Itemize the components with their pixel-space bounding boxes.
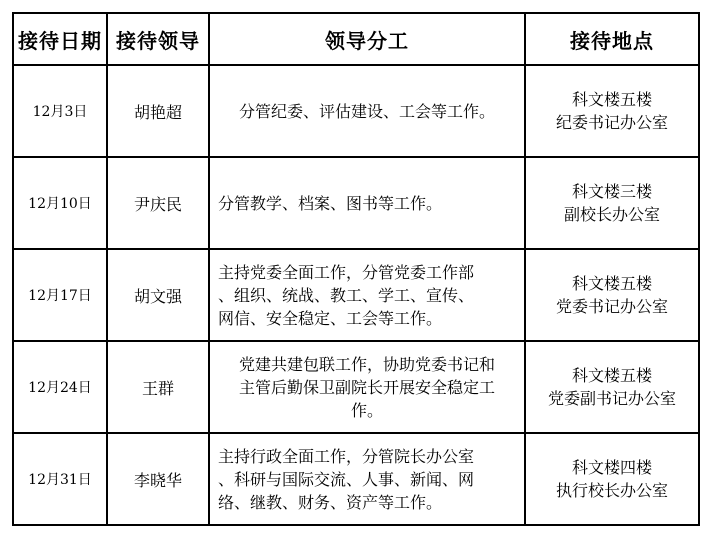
location-office: 纪委书记办公室 (555, 113, 668, 132)
reception-location (525, 249, 699, 341)
duty-line: 主持党委全面工作，分管党委工作部 (218, 262, 475, 282)
duty-line: 网信、安全稳定、工会等工作。 (218, 308, 443, 328)
reception-location (525, 341, 699, 433)
location-building: 科文楼五楼 (571, 274, 652, 293)
duty-line: 分管纪委、评估建设、工会等工作。 (238, 101, 495, 121)
duty-line: 作。 (350, 400, 383, 420)
location-building: 科文楼三楼 (571, 182, 652, 201)
table-row (13, 341, 699, 433)
table-row (13, 157, 699, 249)
location-office: 党委书记办公室 (555, 297, 668, 316)
duty-line: 主持行政全面工作，分管院长办公室 (218, 446, 475, 466)
leader-name: 王群 (107, 341, 209, 433)
leader-name: 李晓华 (107, 433, 209, 525)
duty-line: 络、继教、财务、资产等工作。 (218, 492, 443, 512)
leader-duties (209, 157, 525, 249)
header-reception-leader: 接待领导 (107, 13, 209, 65)
table-row (13, 65, 699, 157)
leader-name: 胡文强 (107, 249, 209, 341)
reception-date: 12月10日 (13, 157, 107, 249)
header-leader-duties: 领导分工 (209, 13, 525, 65)
location-building: 科文楼五楼 (571, 90, 652, 109)
duty-line: 、组织、统战、教工、学工、宣传、 (218, 285, 475, 305)
reception-date: 12月31日 (13, 433, 107, 525)
location-office: 副校长办公室 (563, 205, 660, 224)
reception-schedule-table (12, 12, 700, 526)
table-row (13, 433, 699, 525)
reception-date: 12月17日 (13, 249, 107, 341)
location-office: 党委副书记办公室 (547, 389, 676, 408)
leader-name: 尹庆民 (107, 157, 209, 249)
leader-duties (209, 65, 525, 157)
duty-line: 党建共建包联工作，协助党委书记和 (238, 354, 495, 374)
reception-location (525, 65, 699, 157)
leader-name: 胡艳超 (107, 65, 209, 157)
duty-line: 主管后勤保卫副院长开展安全稳定工 (238, 377, 495, 397)
leader-duties (209, 433, 525, 525)
location-office: 执行校长办公室 (555, 481, 668, 500)
reception-date: 12月3日 (13, 65, 107, 157)
duty-line: 分管教学、档案、图书等工作。 (218, 193, 443, 213)
reception-date: 12月24日 (13, 341, 107, 433)
reception-location (525, 157, 699, 249)
header-reception-location: 接待地点 (525, 13, 699, 65)
leader-duties (209, 249, 525, 341)
location-building: 科文楼五楼 (571, 366, 652, 385)
header-reception-date: 接待日期 (13, 13, 107, 65)
reception-location (525, 433, 699, 525)
duty-line: 、科研与国际交流、人事、新闻、网 (218, 469, 475, 489)
leader-duties (209, 341, 525, 433)
location-building: 科文楼四楼 (571, 458, 652, 477)
table-header-row (13, 13, 699, 65)
table-row (13, 249, 699, 341)
